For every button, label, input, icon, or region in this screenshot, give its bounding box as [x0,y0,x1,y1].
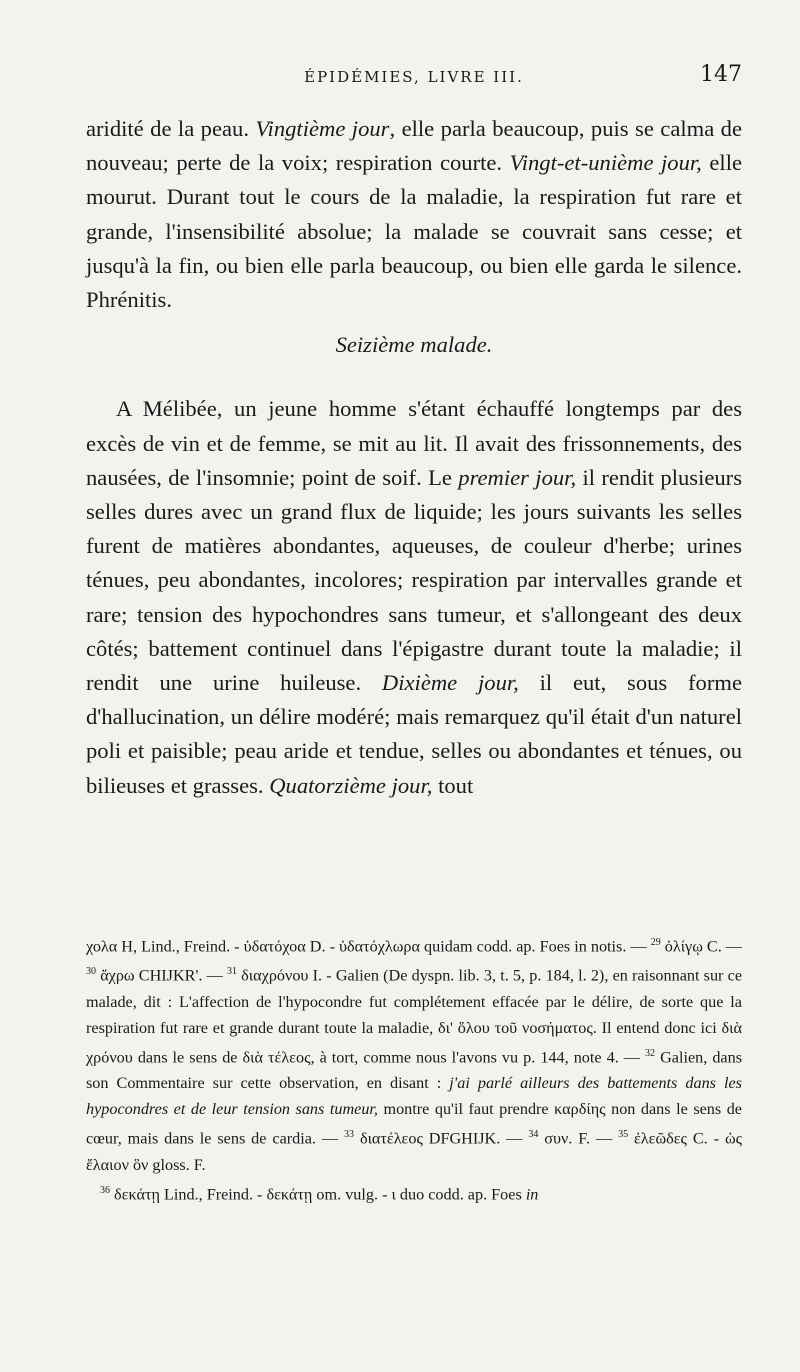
paragraph [86,392,742,802]
paragraph [86,112,742,317]
text-run: il rendit plusieurs selles dures avec un grand flux de liquide; les jours suivants les selles furent de matières abondantes, aqueuses, de couleur d'herbe; urines ténues, peu abondantes, incolores; respiration par intervalles grande et rare; tension des hypochondres sans tumeur, et s'allongeant des deux côtés; battement continuel dans l'épigastre durant toute la maladie; il rendit une urine huileuse. [86,464,742,696]
note-text: δεκάτῃ Lind., Freind. - δεκάτῃ om. vulg. - ι duo codd. ap. Foes [110,1184,526,1203]
footnote [86,930,742,1178]
note-marker: 29 [650,937,661,948]
text-run: elle mourut. Durant tout le cours de la maladie, la respiration fut rare et grande, l'insensibilité absolue; la malade se couvrait sans cesse; et jusqu'à la fin, ou bien elle parla beaucoup, ou bien elle garda le silence. Phrénitis. [86,150,743,313]
running-title: ÉPIDÉMIES, LIVRE III. [304,68,524,86]
section-heading: Seizième malade. [335,332,493,358]
text-run: A Mélibée, un jeune homme s'étant échauffé longtemps par des excès de vin et de femme, se mit au lit. Il avait des frissonnements, des nausées, de l'insomnie; point de soif. Le [86,396,742,490]
note-marker: 30 [86,966,96,978]
note-marker: 36 [100,1184,110,1196]
note-text: διαχρόνου I. - Galien (De dyspn. lib. 3, t. 5, p. 184, l. 2), en raisonnant sur ce malade, dit : L'affection de l'hypocondre fut complétement effacée par le délire, de sorte que la respiration fut rare et grande durant toute la maladie, δι' ὅλου τοῦ νοσήματος. Il entend donc ici διὰ χρόνου dans le sens de διὰ τέλεος, à tort, comme nous l'avons vu p. 144, note 4. — [86,966,743,1067]
text-run: aridité de la peau. [86,116,256,141]
footnotes [86,930,742,1207]
note-text: συν. F. — [538,1129,619,1148]
note-text: διατέλεος DFGHIJK. — [354,1129,529,1148]
note-text: ἄχρω CHIJKR'. — [96,966,227,985]
text-run: il eut, sous forme d'hallucination, un délire modéré; mais remarquez qu'il était d'un naturel poli et paisible; peau aride et tendue, selles ou abondantes et ténues, ou bilieuses et grasses. [86,670,742,798]
note-text: Galien, dans son Commentaire sur cette observation, en disant : [86,1048,742,1093]
day-marker: Quatorzième jour, [269,772,433,798]
note-marker: 32 [645,1047,656,1059]
text-run: , elle parla beaucoup, puis se calma de nouveau; perte de la voix; respiration courte. [86,116,743,176]
note-marker: 31 [226,966,237,978]
day-marker: Dixième jour, [381,670,519,696]
note-marker: 34 [528,1129,539,1141]
page-number: 147 [700,62,742,87]
note-quote: j'ai parlé ailleurs des battements dans les hypocondres et de leur tension sans tumeur, [86,1074,742,1119]
note-text: χολα H, Lind., Freind. - ὑδατόχοα D. - ὑδατόχλωρα quidam codd. ap. Foes in notis. — [86,937,651,956]
note-marker: 35 [618,1129,629,1141]
note-marker: 33 [344,1129,355,1141]
note-text: ἐλεῶδες C. - ὡς ἔλαιον ὃν gloss. F. [86,1129,743,1174]
note-text: montre qu'il faut prendre καρδίης non dans le sens de cœur, mais dans le sens de cardia. — [86,1100,742,1148]
day-marker: Vingtième jour [255,116,390,141]
note-text: ὀλίγῳ C. — [660,937,742,956]
day-marker: premier jour, [458,464,577,490]
text-run: tout [432,772,474,798]
footnote [86,1178,742,1207]
day-marker: Vingt-et-unième jour, [509,150,702,176]
main-text [86,112,742,803]
note-text: in [525,1184,539,1203]
running-head [86,62,742,92]
